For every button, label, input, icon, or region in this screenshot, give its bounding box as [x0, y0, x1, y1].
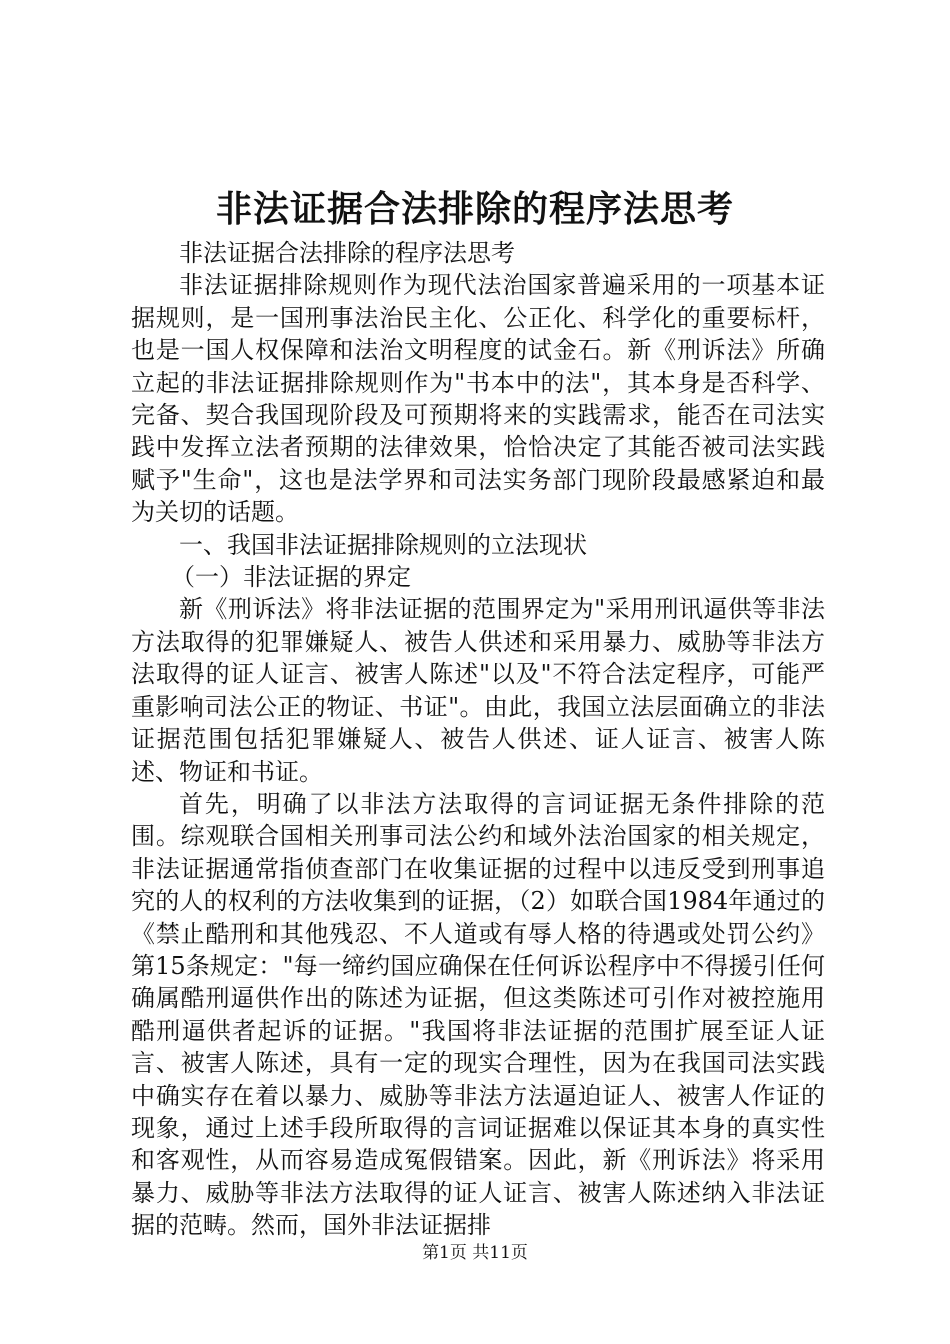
- paragraph-intro: 非法证据排除规则作为现代法治国家普遍采用的一项基本证据规则，是一国刑事法治民主化、公正化、科学化的重要标杆，也是一国人权保障和法治文明程度的试金石。新《刑诉法》所确立起的非法证据排除规则作为"书本中的法"，其本身是否科学、完备、契合我国现阶段及可预期将来的实践需求，能否在司法实践中发挥立法者预期的法律效果，恰恰决定了其能否被司法实践赋予"生命"，这也是法学界和司法实务部门现阶段最感紧迫和最为关切的话题。: [131, 271, 825, 527]
- paragraph-first: 首先，明确了以非法方法取得的言词证据无条件排除的范围。综观联合国相关刑事司法公约和域外法治国家的相关规定，非法证据通常指侦查部门在收集证据的过程中以违反受到刑事追究的人的权利的方法收集到的证据，（2）如联合国1984年通过的《禁止酷刑和其他残忍、不人道或有辱人格的待遇或处罚公约》第15条规定："每一缔约国应确保在任何诉讼程序中不得援引任何确属酷刑逼供作出的陈述为证据，但这类陈述可引作对被控施用酷刑逼供者起诉的证据。"我国将非法证据的范围扩展至证人证言、被害人陈述，具有一定的现实合理性，因为在我国司法实践中确实存在着以暴力、威胁等非法方法逼迫证人、被害人作证的现象，通过上述手段所取得的言词证据难以保证其本身的真实性和客观性，从而容易造成冤假错案。因此，新《刑诉法》将采用暴力、威胁等非法方法取得的证人证言、被害人陈述纳入非法证据的范畴。然而，国外非法证据排: [131, 789, 825, 1240]
- page-footer: 第1页 共11页: [422, 1243, 528, 1263]
- paragraph-definition: 新《刑诉法》将非法证据的范围界定为"采用刑讯逼供等非法方法取得的犯罪嫌疑人、被告人供述和采用暴力、威胁等非法方法取得的证人证言、被害人陈述"以及"不符合法定程序，可能严重影响司法公正的物证、书证"。由此，我国立法层面确立的非法证据范围包括犯罪嫌疑人、被告人供述、证人证言、被害人陈述、物证和书证。: [131, 595, 825, 786]
- document-title: 非法证据合法排除的程序法思考: [215, 188, 734, 230]
- document-body: [131, 237, 825, 1242]
- subsection-heading: （一）非法证据的界定: [171, 563, 411, 592]
- section-heading: 一、我国非法证据排除规则的立法现状: [179, 530, 587, 559]
- paragraph-subtitle: 非法证据合法排除的程序法思考: [179, 239, 515, 267]
